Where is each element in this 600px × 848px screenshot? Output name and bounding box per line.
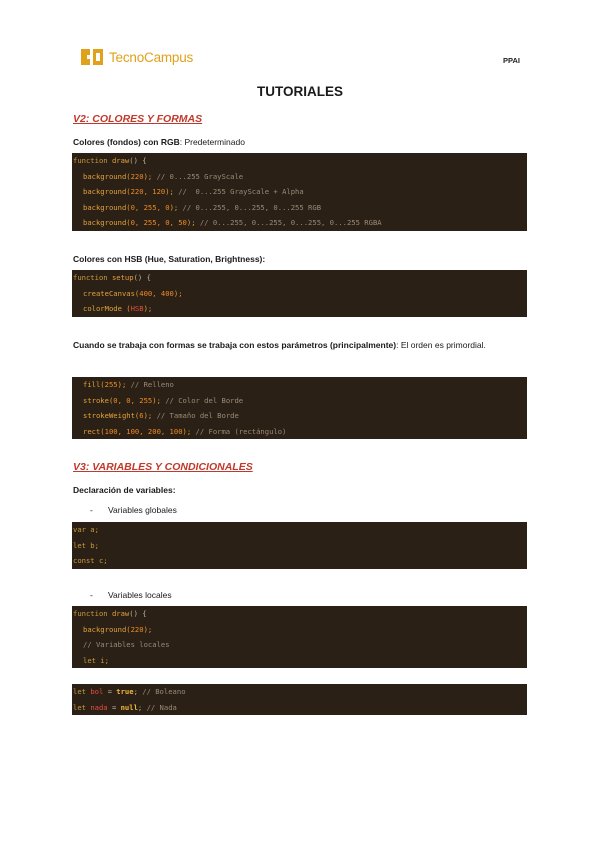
logo-mark-icon xyxy=(81,49,103,65)
code-block-global-vars: var a; let b; const c; xyxy=(72,522,527,569)
bullet-global-variables: - Variables globales xyxy=(90,505,177,515)
logo-text: TecnoCampus xyxy=(109,49,194,65)
shapes-paragraph: Cuando se trabaja con formas se trabaja con estos parámetros (principalmente): El orden es primordial. xyxy=(73,340,486,350)
rgb-label: Colores (fondos) con RGB: Predeterminado xyxy=(73,137,245,147)
course-code: PPAI xyxy=(503,56,520,65)
tecnocampus-logo xyxy=(81,49,193,65)
code-block-local-vars: function draw() { background(220); // Variables locales let i; xyxy=(72,606,527,668)
code-block-shapes: fill(255); // Relleno stroke(0, 0, 255); // Color del Borde strokeWeight(6); // Tamaño del Borde rect(100, 100, 200, 100); // Forma (rectángulo) xyxy=(72,377,527,439)
code-block-rgb: function draw() { background(220); // 0...255 GrayScale background(220, 120); // 0...255 GrayScale + Alpha background(0, 255, 0); // 0...255, 0...255, 0...255 RGB background(0, 255, 0, 50); // 0...255, 0...255, 0...255, 0...255 RGBA xyxy=(72,153,527,231)
declaration-label: Declaración de variables: xyxy=(73,485,176,495)
code-block-types: let bol = true; // Boleano let nada = null; // Nada xyxy=(72,684,527,715)
hsb-label: Colores con HSB (Hue, Saturation, Brightness): xyxy=(73,254,266,264)
section-heading-v2: V2: COLORES Y FORMAS xyxy=(73,113,203,125)
code-block-hsb: function setup() { createCanvas(400, 400); colorMode (HSB); xyxy=(72,270,527,317)
page-title: TUTORIALES xyxy=(256,84,343,99)
bullet-local-variables: - Variables locales xyxy=(90,590,172,600)
section-heading-v3: V3: VARIABLES Y CONDICIONALES xyxy=(73,461,253,473)
